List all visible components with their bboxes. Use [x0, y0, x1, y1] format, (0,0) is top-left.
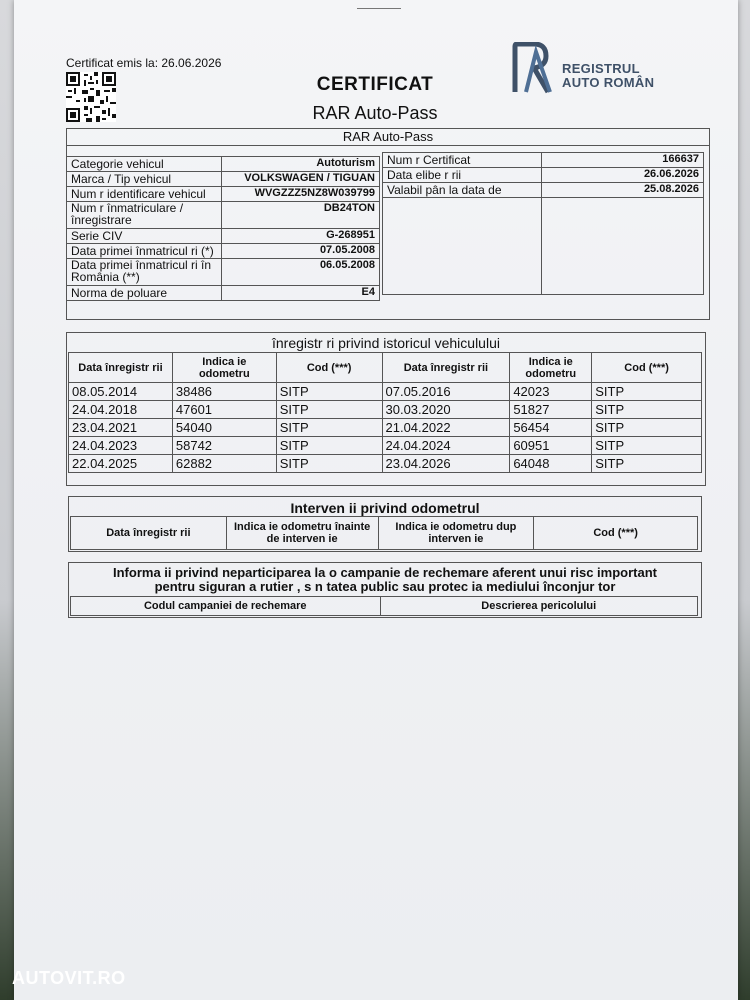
cell: 07.05.2016	[382, 383, 510, 401]
recall-title	[69, 563, 701, 594]
row-label: Serie CIV	[67, 229, 222, 244]
row-label: Valabil pân la data de	[383, 183, 542, 198]
cell: 30.03.2020	[382, 401, 510, 419]
row-label: Data primei înmatricul ri (*)	[67, 244, 222, 259]
row-value: Autoturism	[222, 157, 380, 172]
empty-cell	[383, 198, 542, 295]
row-label: Num r înmatriculare / înregistrare	[67, 202, 222, 229]
recall-title-line-2: pentru siguran a rutier , s n tatea public sau protec ia mediului înconjur tor	[154, 579, 616, 594]
cell: 47601	[172, 401, 276, 419]
issued-date-label: Certificat emis la: 26.06.2026	[66, 56, 222, 70]
cell: 42023	[510, 383, 592, 401]
table-header-row	[69, 353, 702, 383]
certificate-details-table	[382, 152, 704, 295]
table-row	[383, 198, 704, 295]
table-row	[69, 401, 702, 419]
row-value: 06.05.2008	[222, 259, 380, 286]
row-value: 166637	[542, 153, 704, 168]
cell: 60951	[510, 437, 592, 455]
cell: SITP	[276, 455, 382, 473]
logo-line-2: AUTO ROMÂN	[562, 75, 655, 90]
column-header: Indica ie odometru dup interven ie	[378, 517, 534, 550]
column-header: Descrierea pericolului	[380, 597, 698, 616]
row-label: Num r identificare vehicul	[67, 187, 222, 202]
history-table	[68, 352, 702, 473]
table-row	[69, 383, 702, 401]
cell: 23.04.2026	[382, 455, 510, 473]
cell: SITP	[276, 419, 382, 437]
row-value: 25.08.2026	[542, 183, 704, 198]
cell: 58742	[172, 437, 276, 455]
cell: 24.04.2024	[382, 437, 510, 455]
cell: 62882	[172, 455, 276, 473]
row-value: WVGZZZ5NZ8W039799	[222, 187, 380, 202]
table-row	[383, 153, 704, 168]
row-label: Norma de poluare	[67, 286, 222, 301]
table-row	[383, 168, 704, 183]
rar-logo-text	[562, 62, 654, 90]
table-row	[67, 157, 380, 172]
table-row	[69, 455, 702, 473]
row-label: Marca / Tip vehicul	[67, 172, 222, 187]
row-value: G-268951	[222, 229, 380, 244]
cell: SITP	[592, 401, 702, 419]
cell: 08.05.2014	[69, 383, 173, 401]
cell: 22.04.2025	[69, 455, 173, 473]
column-header: Data înregistr rii	[69, 353, 173, 383]
row-value: DB24TON	[222, 202, 380, 229]
column-header: Cod (***)	[276, 353, 382, 383]
cell: SITP	[276, 437, 382, 455]
cell: 21.04.2022	[382, 419, 510, 437]
rar-logo-icon	[512, 42, 556, 94]
cell: SITP	[592, 419, 702, 437]
cell: SITP	[276, 401, 382, 419]
certificate-title: CERTIFICAT	[316, 74, 434, 95]
column-header: Data înregistr rii	[71, 517, 227, 550]
column-header: Cod (***)	[592, 353, 702, 383]
row-value: E4	[222, 286, 380, 301]
empty-cell	[542, 198, 704, 295]
table-row	[69, 437, 702, 455]
row-label: Data primei înmatricul ri în România (**)	[67, 259, 222, 286]
row-value: 07.05.2008	[222, 244, 380, 259]
cell: 24.04.2018	[69, 401, 173, 419]
paper-fold-mark	[357, 8, 401, 9]
vehicle-details-table	[66, 156, 380, 301]
column-header: Cod (***)	[534, 517, 698, 550]
row-label: Categorie vehicul	[67, 157, 222, 172]
table-row	[67, 244, 380, 259]
row-value: VOLKSWAGEN / TIGUAN	[222, 172, 380, 187]
table-row	[67, 202, 380, 229]
certificate-subtitle: RAR Auto-Pass	[312, 103, 438, 123]
vehicle-box-title: RAR Auto-Pass	[67, 129, 709, 146]
table-row	[69, 419, 702, 437]
column-header: Indica ie odometru	[510, 353, 592, 383]
autovit-watermark: AUTOVIT.RO	[12, 968, 126, 988]
table-row	[67, 187, 380, 202]
history-title: înregistr ri privind istoricul vehiculului	[272, 335, 500, 351]
table-row	[67, 172, 380, 187]
table-header-row	[71, 597, 698, 616]
cell: SITP	[592, 455, 702, 473]
cell: 56454	[510, 419, 592, 437]
row-label: Num r Certificat	[383, 153, 542, 168]
cell: 24.04.2023	[69, 437, 173, 455]
cell: 51827	[510, 401, 592, 419]
odometer-table	[70, 516, 698, 550]
table-row	[383, 183, 704, 198]
column-header: Codul campaniei de rechemare	[71, 597, 381, 616]
table-header-row	[71, 517, 698, 550]
table-row	[67, 259, 380, 286]
column-header: Indica ie odometru	[172, 353, 276, 383]
cell: SITP	[276, 383, 382, 401]
recall-table	[70, 596, 698, 616]
cell: 38486	[172, 383, 276, 401]
cell: SITP	[592, 383, 702, 401]
cell: SITP	[592, 437, 702, 455]
cell: 54040	[172, 419, 276, 437]
logo-line-1: REGISTRUL	[562, 61, 640, 76]
cell: 23.04.2021	[69, 419, 173, 437]
column-header: Indica ie odometru înainte de interven ie	[226, 517, 378, 550]
row-label: Data elibe r rii	[383, 168, 542, 183]
recall-title-line-1: Informa ii privind neparticiparea la o campanie de rechemare aferent unui risc important	[113, 565, 657, 580]
table-row	[67, 229, 380, 244]
table-row	[67, 286, 380, 301]
row-value: 26.06.2026	[542, 168, 704, 183]
column-header: Data înregistr rii	[382, 353, 510, 383]
odometer-title: Interven ii privind odometrul	[290, 500, 480, 516]
cell: 64048	[510, 455, 592, 473]
